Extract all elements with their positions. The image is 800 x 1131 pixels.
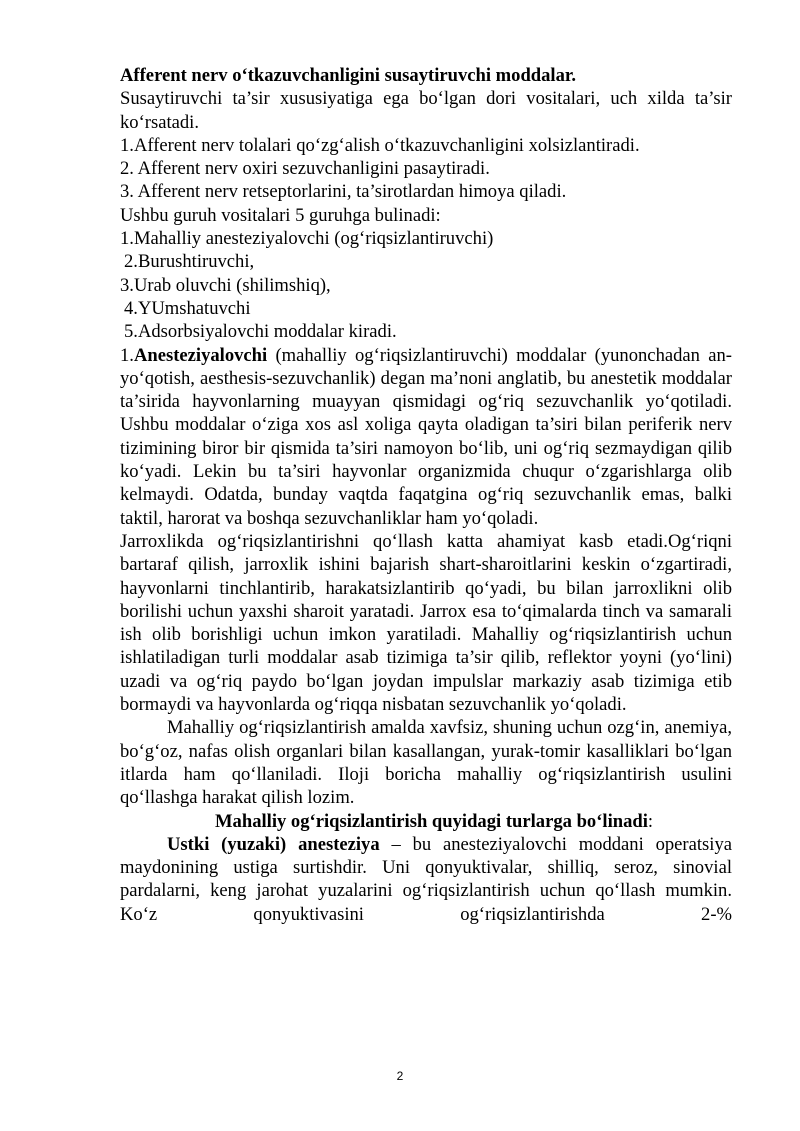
- page-number: 2: [396, 1069, 404, 1083]
- anesthetic-number: 1.: [120, 344, 134, 366]
- types-heading: Mahalliy og‘riqsizlantirish quyidagi turlarga bo‘linadi:: [215, 810, 654, 832]
- surface-anesthesia-paragraph: [120, 833, 732, 926]
- group-item-4: 4.YUmshatuvchi: [124, 297, 251, 319]
- groups-intro: Ushbu guruh vositalari 5 guruhga bulinadi:: [120, 204, 441, 226]
- document-page: [120, 64, 732, 926]
- safety-paragraph: Mahalliy og‘riqsizlantirish amalda xavfsiz, shuning uchun ozg‘in, anemiya, bo‘g‘oz, nafas olish organlari bilan kasallangan, yurak-tomir kasalliklari bo‘lgan itlarda ham qo‘llaniladi. Iloji boricha mahalliy og‘riqsizlantirish usulini qo‘llashga harakat qilish lozim.: [120, 717, 732, 809]
- effect-item-1: 1.Afferent nerv tolalari qo‘zg‘alish o‘tkazuvchanligini xolsizlantiradi.: [120, 134, 640, 156]
- intro-paragraph: Susaytiruvchi ta’sir xususiyatiga ega bo‘lgan dori vositalari, uch xilda ta’sir ko‘rsatadi.: [120, 88, 732, 133]
- effect-item-3: 3. Afferent nerv retseptorlarini, ta’sirotlardan himoya qiladi.: [120, 181, 567, 203]
- anesthetic-text: (mahalliy og‘riqsizlantiruvchi) moddalar (yunonchadan an- yo‘qotish, aesthesis-sezuvchanlik) degan ma’noni anglatib, bu anestetik moddalar ta’sirida hayvonlarning muayyan qismidagi og‘riq sezuvchanlik yo‘qotiladi. Ushbu moddalar o‘ziga xos asl xoliga qayta oladigan ta’siri bilan periferik nerv tizimining biror bir qismida ta’siri namoyon bo‘lib, uni og‘riq sezmaydigan qilib ko‘yadi. Lekin bu ta’siri hayvonlar organizmida chuqur o‘zgarishlarga olib kelmaydi. Odatda, bunday vaqtda faqatgina og‘riq sezuvchanlik emas, balki taktil, harorat va boshqa sezuvchanliklar ham yo‘qoladi.: [120, 344, 732, 529]
- anesthetic-paragraph: [120, 344, 732, 530]
- group-item-2: 2.Burushtiruvchi,: [124, 251, 255, 273]
- effect-item-2: 2. Afferent nerv oxiri sezuvchanligini pasaytiradi.: [120, 158, 490, 180]
- surgery-paragraph: Jarroxlikda og‘riqsizlantirishni qo‘llash katta ahamiyat kasb etadi.Og‘riqni bartaraf qilish, jarroxlik ishini bajarish shart-sharoitlarini keskin o‘zgartiradi, hayvonlarni tinchlantirib, harakatsizlantirib qo‘yadi, bu bilan jarroxlikni olib borilishi uchun yaxshi sharoit yaratadi. Jarrox esa to‘qimalarda tinch va samarali ish olib borishligi uchun imkon yaratiladi. Mahalliy og‘riqsizlantirish uchun ishlatiladigan turli moddalar asab tizimiga ta’sir qilib, reflektor yoyni (yo‘lini) uzadi va og‘riq paydo bo‘lgan joydan impulslar markaziy asab tizimiga etib bormaydi va hayvonlarda og‘riqqa nisbatan sezuvchanlik yo‘qoladi.: [120, 530, 732, 716]
- section-title: Afferent nerv o‘tkazuvchanligini susaytiruvchi moddalar.: [120, 65, 577, 86]
- group-item-3: 3.Urab oluvchi (shilimshiq),: [120, 274, 331, 296]
- anesthetic-term: Anesteziyalovchi: [133, 344, 268, 366]
- surface-term: Ustki (yuzaki) anesteziya: [167, 833, 380, 855]
- surface-text: – bu anesteziyalovchi moddani operatsiya maydonining ustiga surtishdir. Uni qonyuktivalar, shilliq, seroz, sinovial pardalarni, keng jarohat yuzalarini og‘riqsizlantirish uchun qo‘llash mumkin. Ko‘z qonyuktivasini og‘riqsizlantirishda 2-%: [120, 833, 732, 925]
- group-item-5: 5.Adsorbsiyalovchi moddalar kiradi.: [124, 321, 397, 343]
- group-item-1: 1.Mahalliy anesteziyalovchi (og‘riqsizlantiruvchi): [120, 228, 494, 250]
